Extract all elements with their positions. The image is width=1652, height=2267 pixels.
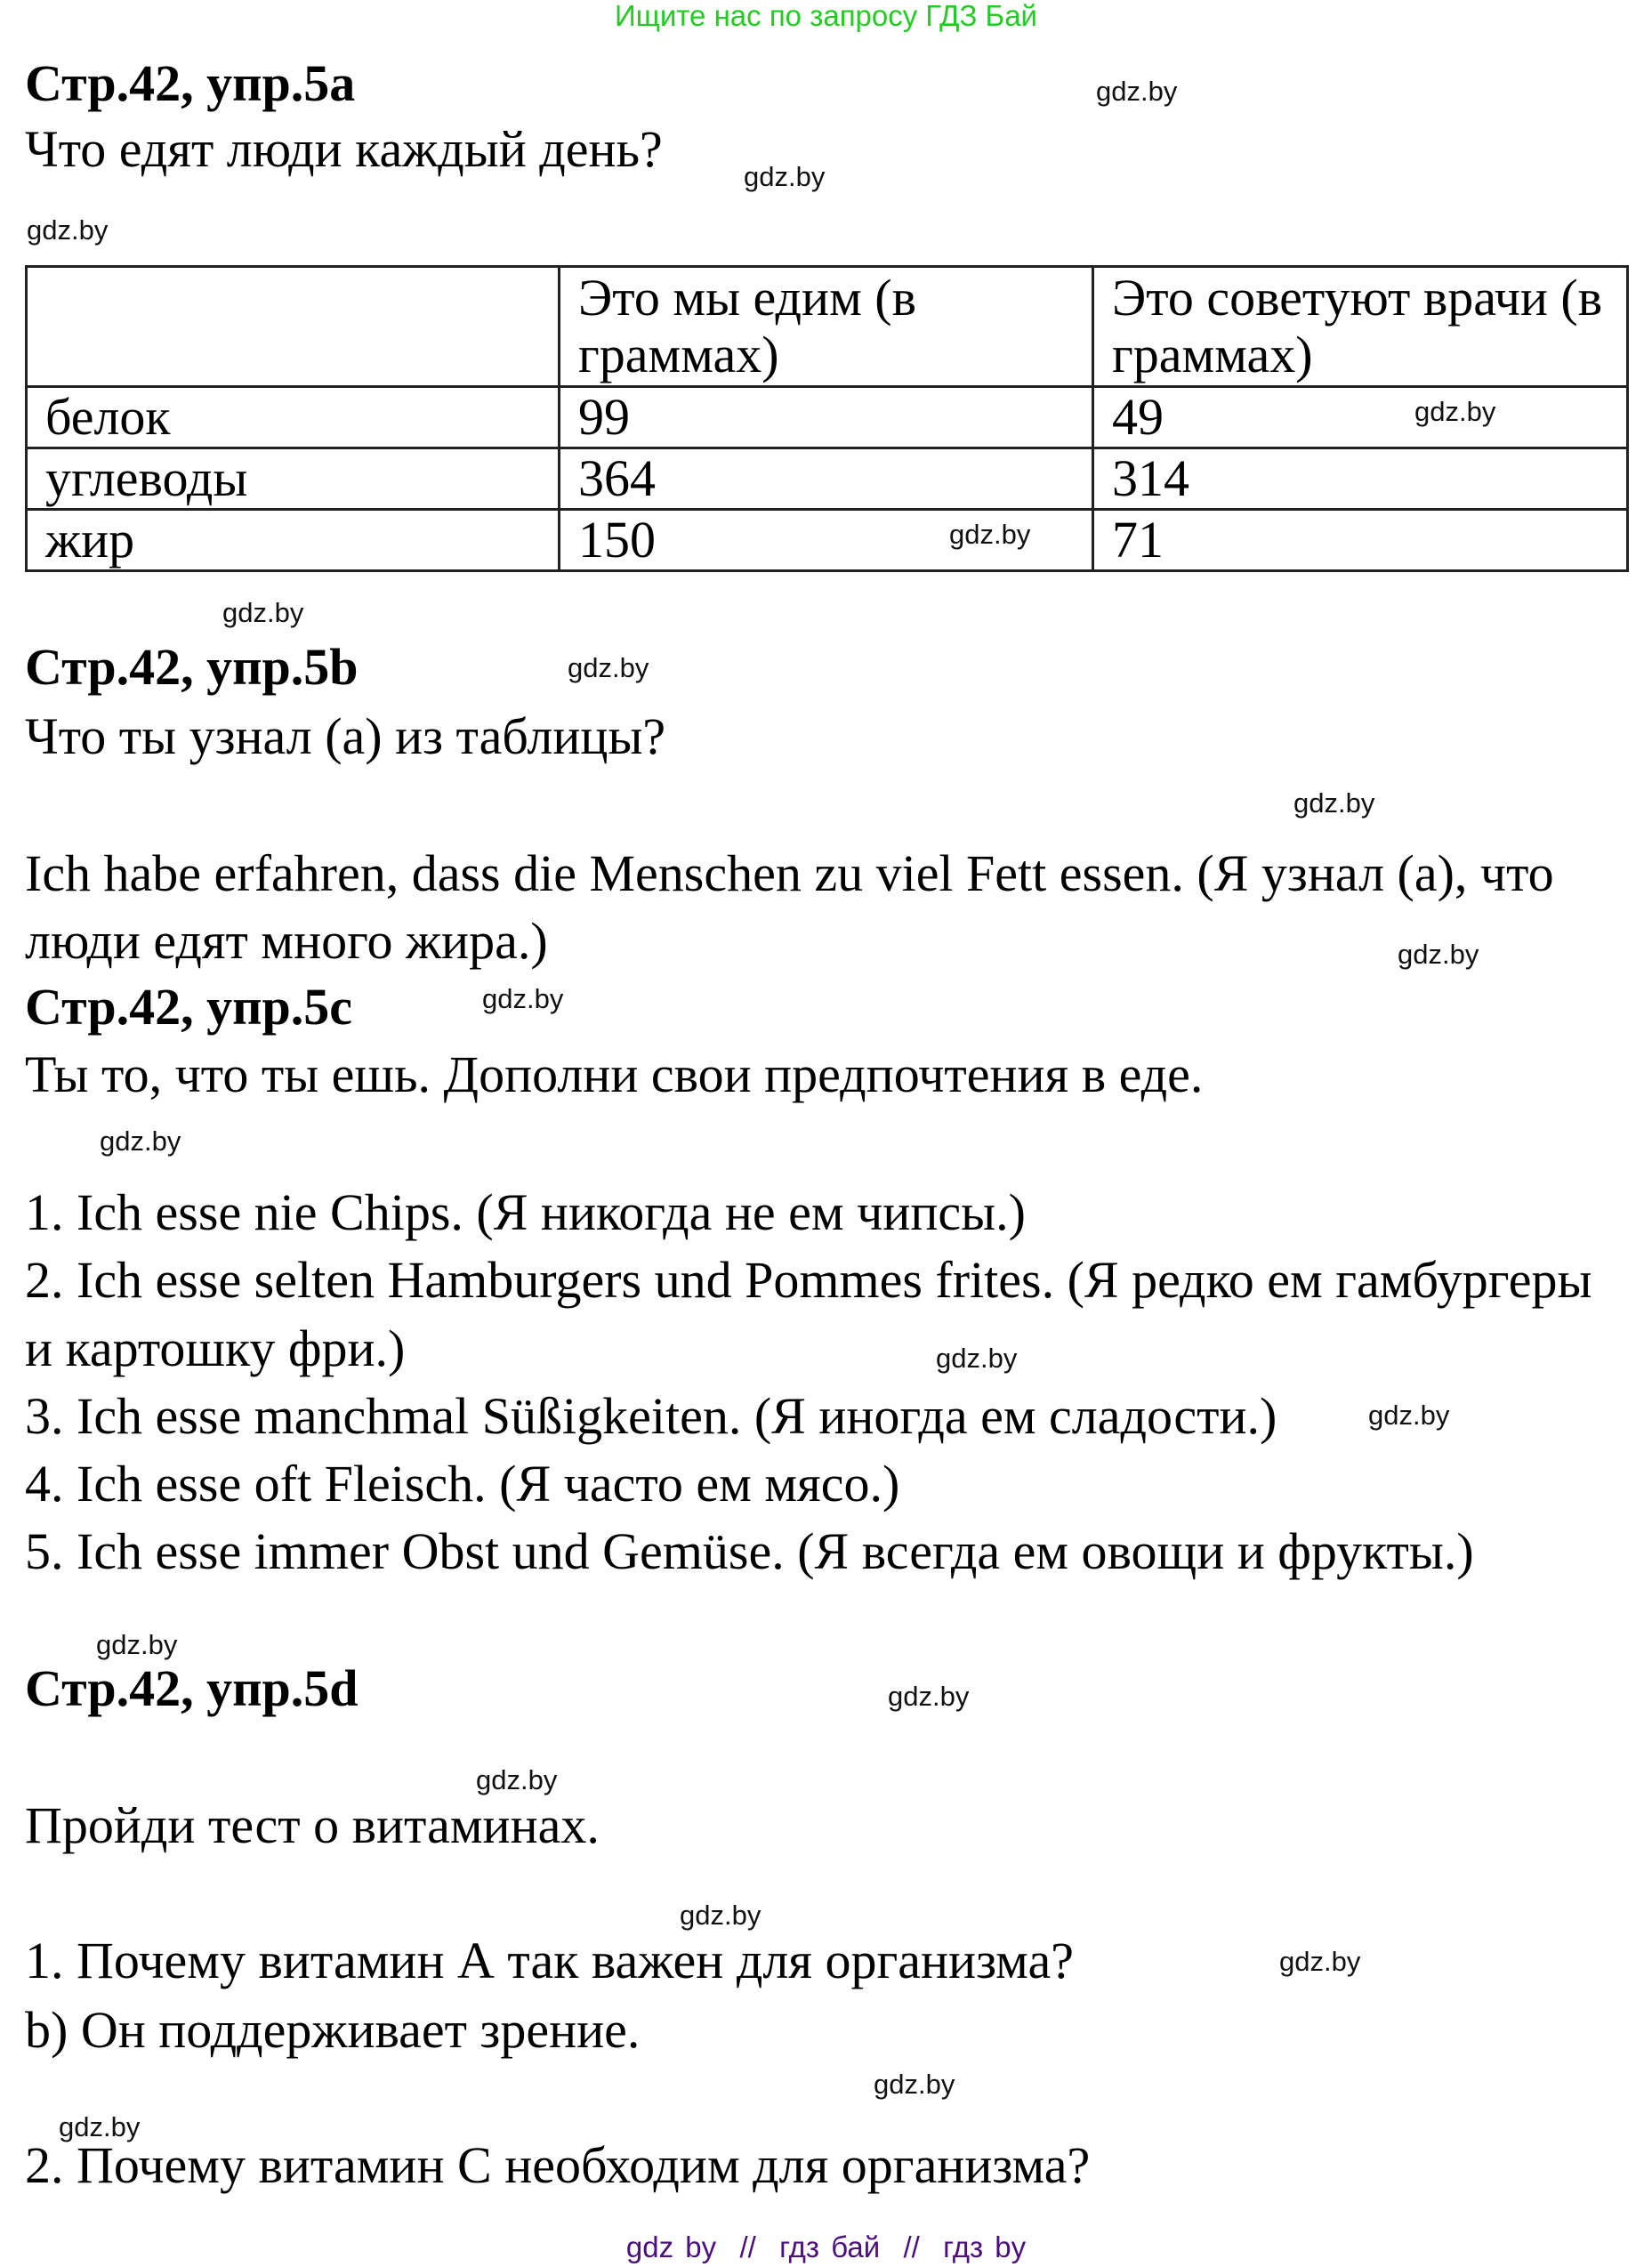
table-cell: 314 <box>1093 448 1628 510</box>
watermark: gdz.by <box>476 1764 558 1795</box>
watermark: gdz.by <box>1096 76 1178 107</box>
prompt-5a: Что едят люди каждый день? <box>25 120 663 178</box>
list-item: 4. Ich esse oft Fleisch. (Я часто ем мясо.) <box>25 1455 900 1513</box>
question-line: 1. Почему витамин А так важен для организма? <box>25 1932 1074 1989</box>
watermark: gdz.by <box>1414 396 1496 427</box>
table-cell: жир <box>27 510 560 571</box>
list-item: 1. Ich esse nie Chips. (Я никогда не ем чипсы.) <box>25 1183 1026 1241</box>
answer-5b-line2: люди едят много жира.) <box>25 912 548 970</box>
watermark: gdz.by <box>949 519 1031 550</box>
table-header-cell: Это мы едим (в граммах) <box>560 267 1093 387</box>
table-cell: 71 <box>1093 510 1628 571</box>
table-header-row <box>27 267 1628 387</box>
watermark: gdz.by <box>680 1900 762 1931</box>
heading-5a: Стр.42, упр.5a <box>25 54 356 112</box>
watermark: gdz.by <box>1368 1400 1450 1431</box>
answer-5b-line1: Ich habe erfahren, dass die Menschen zu viel Fett essen. (Я узнал (а), что <box>25 844 1554 902</box>
nutrition-table <box>25 265 1629 572</box>
prompt-5b: Что ты узнал (а) из таблицы? <box>25 707 666 765</box>
prompt-5d: Пройди тест о витаминах. <box>25 1796 600 1854</box>
table-row <box>27 448 1628 510</box>
table-cell: 99 <box>560 387 1093 448</box>
watermark: gdz.by <box>874 2069 955 2100</box>
search-banner: Ищите нас по запросу ГДЗ Бай <box>615 0 1037 32</box>
table-cell: 150 <box>560 510 1093 571</box>
answer-line: b) Он поддерживает зрение. <box>25 2001 641 2059</box>
table-cell: углеводы <box>27 448 560 510</box>
watermark: gdz.by <box>482 983 564 1014</box>
table-cell: 49 <box>1093 387 1628 448</box>
heading-5c: Стр.42, упр.5c <box>25 978 352 1036</box>
watermark: gdz.by <box>888 1681 970 1712</box>
watermark: gdz.by <box>222 597 304 628</box>
table-cell: 364 <box>560 448 1093 510</box>
list-item: 3. Ich esse manchmal Süßigkeiten. (Я иногда ем сладости.) <box>25 1387 1277 1445</box>
watermark: gdz.by <box>936 1343 1018 1374</box>
watermark: gdz.by <box>1279 1946 1361 1977</box>
heading-5d: Стр.42, упр.5d <box>25 1659 359 1717</box>
table-row <box>27 510 1628 571</box>
table-header-cell <box>27 267 560 387</box>
watermark: gdz.by <box>59 2111 141 2142</box>
watermark: gdz.by <box>568 652 649 683</box>
table-cell: белок <box>27 387 560 448</box>
footer-links: gdz by // гдз бай // гдз by <box>625 2231 1027 2263</box>
watermark: gdz.by <box>744 161 826 192</box>
table-row <box>27 387 1628 448</box>
question-line: 2. Почему витамин С необходим для организма? <box>25 2136 1091 2194</box>
watermark: gdz.by <box>96 1629 178 1660</box>
watermark: gdz.by <box>100 1125 181 1157</box>
list-item: и картошку фри.) <box>25 1319 406 1377</box>
watermark: gdz.by <box>27 214 109 246</box>
table-header-cell: Это советуют врачи (в граммах) <box>1093 267 1628 387</box>
watermark: gdz.by <box>1293 787 1375 819</box>
heading-5b: Стр.42, упр.5b <box>25 638 359 696</box>
list-item: 2. Ich esse selten Hamburgers und Pommes frites. (Я редко ем гамбургеры <box>25 1251 1592 1309</box>
list-item: 5. Ich esse immer Obst und Gemüse. (Я всегда ем овощи и фрукты.) <box>25 1522 1474 1580</box>
watermark: gdz.by <box>1398 939 1479 970</box>
prompt-5c: Ты то, что ты ешь. Дополни свои предпочтения в еде. <box>25 1045 1204 1103</box>
